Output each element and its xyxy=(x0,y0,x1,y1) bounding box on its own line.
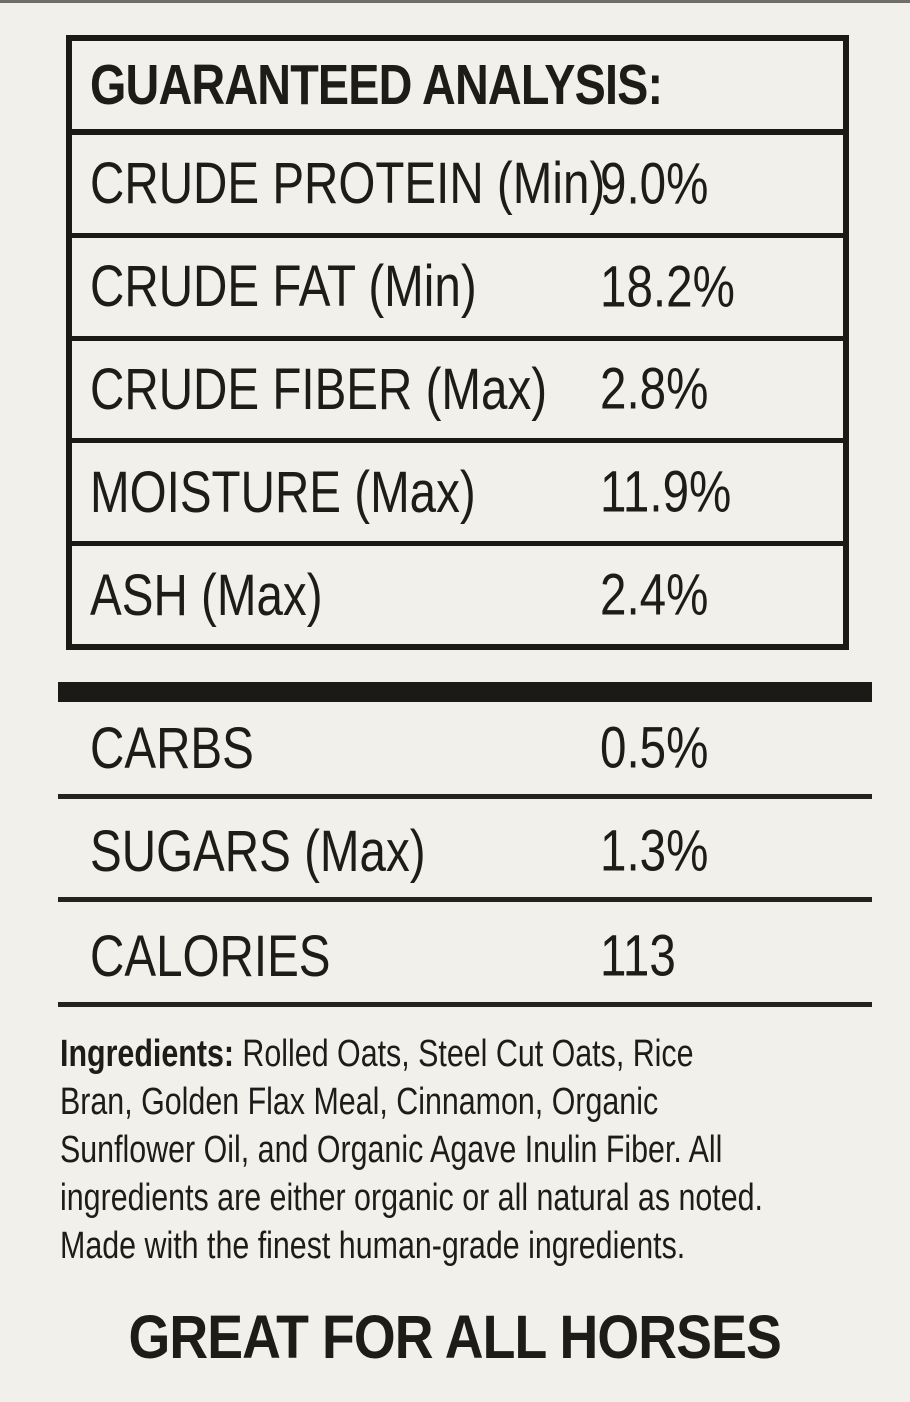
footer-tagline: GREAT FOR ALL HORSES xyxy=(128,1303,782,1371)
row-value: 1.3% xyxy=(600,818,709,884)
ingredients-paragraph xyxy=(60,1030,880,1270)
ingredients-line: Bran, Golden Flax Meal, Cinnamon, Organic xyxy=(60,1081,659,1123)
row-value: 2.8% xyxy=(600,356,709,422)
photo-edge-artifact xyxy=(0,0,910,3)
row-label: SUGARS (Max) xyxy=(90,818,426,884)
thick-divider-bar xyxy=(58,682,872,702)
ingredients-line: Made with the finest human-grade ingredients. xyxy=(60,1225,686,1267)
divider-line xyxy=(58,1002,872,1007)
analysis-row-crude-fiber xyxy=(72,341,843,444)
analysis-row-ash xyxy=(72,546,843,644)
row-value: 11.9% xyxy=(600,459,732,525)
row-label: CRUDE FIBER (Max) xyxy=(90,356,548,422)
analysis-row-crude-fat xyxy=(72,238,843,341)
ingredients-line: Sunflower Oil, and Organic Agave Inulin Fiber. All xyxy=(60,1129,723,1171)
row-label: CRUDE FAT (Min) xyxy=(90,254,477,320)
row-value: 18.2% xyxy=(600,254,735,320)
row-value: 9.0% xyxy=(600,151,709,217)
divider-line xyxy=(58,794,872,799)
divider-line xyxy=(58,897,872,902)
row-value: 0.5% xyxy=(600,715,709,781)
secondary-row-sugars xyxy=(58,805,872,897)
ingredients-text: Rolled Oats, Steel Cut Oats, Rice xyxy=(233,1033,694,1075)
guaranteed-analysis-rows xyxy=(72,135,843,644)
analysis-row-moisture xyxy=(72,443,843,546)
guaranteed-analysis-title: GUARANTEED ANALYSIS: xyxy=(90,53,663,117)
row-label: MOISTURE (Max) xyxy=(90,459,476,525)
secondary-row-calories xyxy=(58,910,872,1002)
row-label: CALORIES xyxy=(90,923,331,989)
row-label: ASH (Max) xyxy=(90,562,323,628)
guaranteed-analysis-header xyxy=(72,41,843,135)
row-label: CARBS xyxy=(90,715,254,781)
guaranteed-analysis-box xyxy=(66,35,849,650)
ingredients-line: ingredients are either organic or all natural as noted. xyxy=(60,1177,763,1219)
analysis-row-crude-protein xyxy=(72,135,843,238)
row-value: 113 xyxy=(600,923,676,989)
secondary-row-carbs xyxy=(58,702,872,794)
row-label: CRUDE PROTEIN (Min) xyxy=(90,151,606,217)
ingredients-line xyxy=(60,1030,880,1078)
ingredients-label: Ingredients: xyxy=(60,1033,234,1075)
row-value: 2.4% xyxy=(600,562,709,628)
